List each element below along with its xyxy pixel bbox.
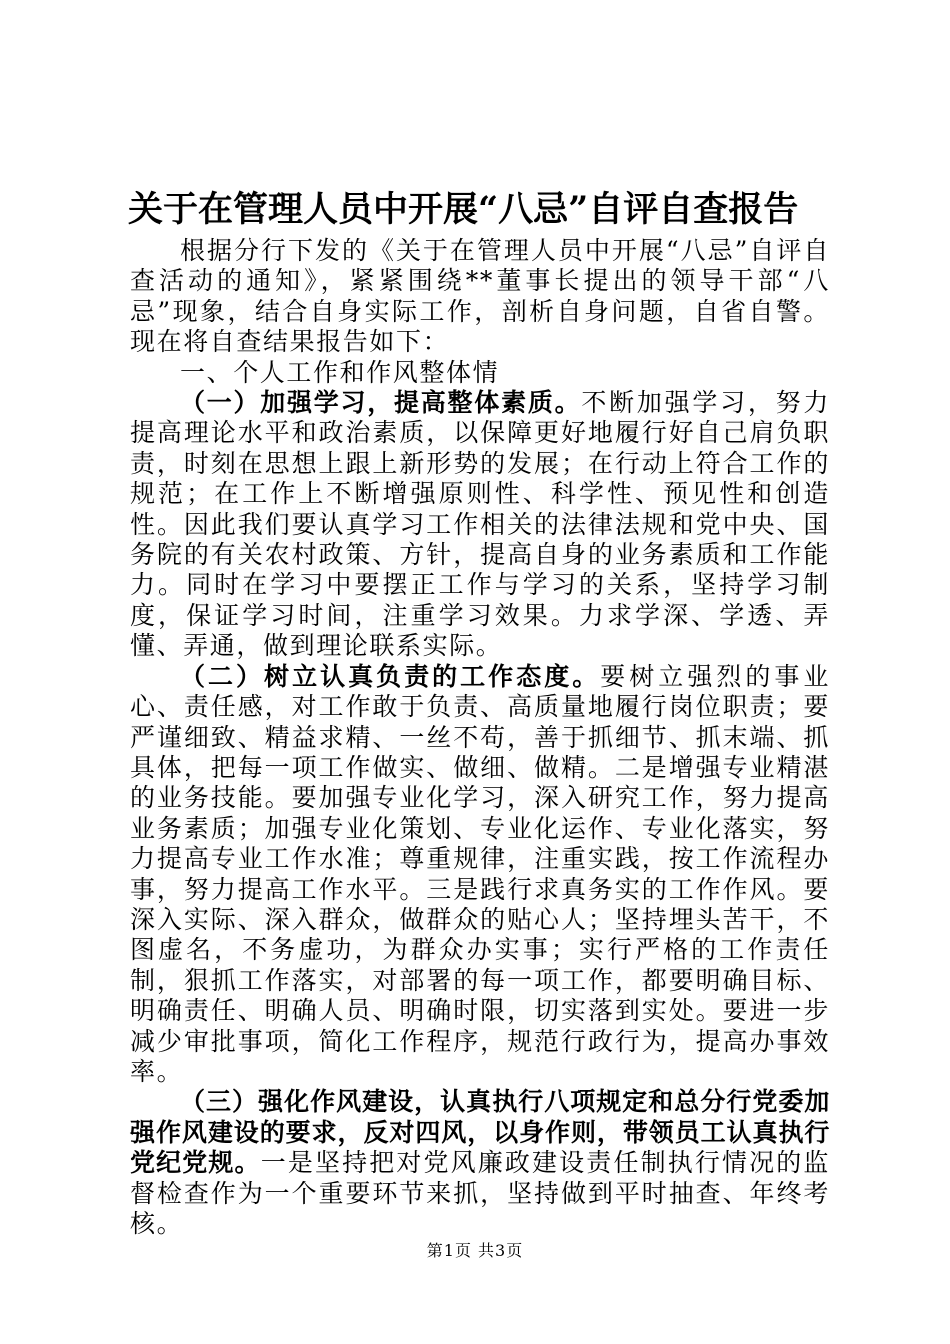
item-1-lead: （一）加强学习，提高整体素质。 bbox=[180, 388, 582, 418]
item-2-paragraph bbox=[130, 662, 830, 1088]
item-1-body: 不断加强学习，努力提高理论水平和政治素质，以保障更好地履行好自己肩负职责，时刻在思想上跟上新形势的发展；在行动上符合工作的规范；在工作上不断增强原则性、科学性、预见性和创造性。因此我们要认真学习工作相关的法律法规和党中央、国务院的有关农村政策、方针，提高自身的业务素质和工作能力。同时在学习中要摆正工作与学习的关系，坚持学习制度，保证学习时间，注重学习效果。力求学深、学透、弄懂、弄通，做到理论联系实际。 bbox=[130, 388, 830, 661]
page-footer: 第1页 共3页 bbox=[426, 1241, 524, 1260]
item-3-body: 一是坚持把对党风廉政建设责任制执行情况的监督检查作为一个重要环节来抓，坚持做到平时抽查、年终考核。 bbox=[130, 1148, 830, 1238]
document-title: 关于在管理人员中开展“八忌”自评自查报告 bbox=[128, 189, 799, 230]
section-heading: 一、个人工作和作风整体情 bbox=[180, 357, 500, 387]
item-3-paragraph bbox=[130, 1087, 830, 1239]
item-2-lead: （二）树立认真负责的工作态度。 bbox=[180, 661, 601, 691]
document-body bbox=[130, 236, 830, 1239]
intro-paragraph: 根据分行下发的《关于在管理人员中开展“八忌”自评自查活动的通知》，紧紧围绕**董事长提出的领导干部“八忌”现象，结合自身实际工作，剖析自身问题，自省自警。现在将自查结果报告如下： bbox=[130, 236, 830, 357]
item-3-lead: （三）强化作风建设，认真执行八项规定和总分行党委加强作风建设的要求，反对四风，以身作则，带领员工认真执行党纪党规。 bbox=[130, 1087, 830, 1178]
item-1-paragraph bbox=[130, 388, 830, 662]
item-2-body: 要树立强烈的事业心、责任感，对工作敢于负责、高质量地履行岗位职责；要严谨细致、精益求精、一丝不苟，善于抓细节、抓末端、抓具体，把每一项工作做实、做细、做精。二是增强专业精湛的业务技能。要加强专业化学习，深入研究工作，努力提高业务素质；加强专业化策划、专业化运作、专业化落实，努力提高专业工作水准；尊重规律，注重实践，按工作流程办事，努力提高工作水平。三是践行求真务实的工作作风。要深入实际、深入群众，做群众的贴心人；坚持埋头苦干，不图虚名，不务虚功，为群众办实事；实行严格的工作责任制，狠抓工作落实，对部署的每一项工作，都要明确目标、明确责任、明确人员、明确时限，切实落到实处。要进一步减少审批事项，简化工作程序，规范行政行为，提高办事效率。 bbox=[130, 661, 830, 1086]
